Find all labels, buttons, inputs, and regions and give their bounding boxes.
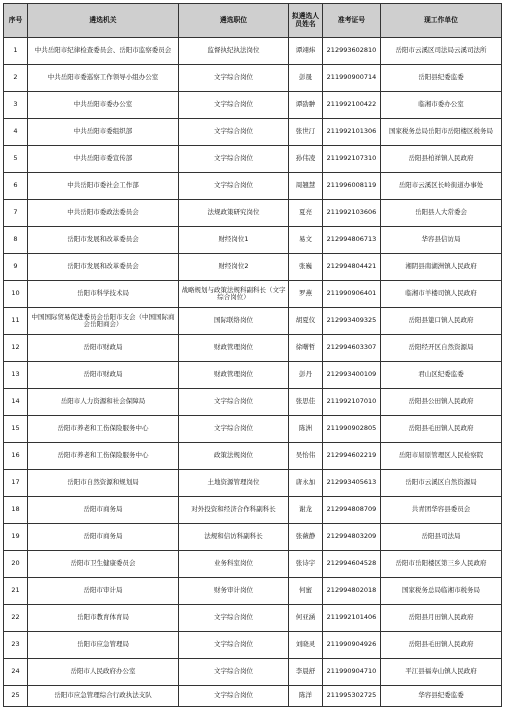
cell-exam-id: 211992101306 (323, 119, 381, 146)
table-row (4, 578, 502, 605)
cell-name: 唐永加 (289, 470, 323, 497)
cell-exam-id: 212994602219 (323, 443, 381, 470)
cell-no: 12 (4, 335, 28, 362)
cell-org: 中共岳阳市委巡察工作领导小组办公室 (28, 65, 179, 92)
cell-exam-id: 212994804421 (323, 254, 381, 281)
cell-current-unit: 岳阳县司法局 (381, 524, 502, 551)
cell-position: 文字综合岗位 (179, 632, 289, 659)
cell-no: 2 (4, 65, 28, 92)
cell-no: 18 (4, 497, 28, 524)
table-row (4, 38, 502, 65)
table-row (4, 443, 502, 470)
cell-position: 文字综合岗位 (179, 686, 289, 707)
cell-exam-id: 211995302725 (323, 686, 381, 707)
table-row (4, 173, 502, 200)
cell-no: 10 (4, 281, 28, 308)
cell-position: 监督执纪执法岗位 (179, 38, 289, 65)
cell-no: 23 (4, 632, 28, 659)
cell-current-unit: 国家税务总局岳阳市岳阳楼区税务局 (381, 119, 502, 146)
table-row (4, 632, 502, 659)
cell-no: 8 (4, 227, 28, 254)
cell-current-unit: 湘阴县南湖洲镇人民政府 (381, 254, 502, 281)
cell-org: 岳阳市自然资源和规划局 (28, 470, 179, 497)
cell-current-unit: 临湘市羊楼司镇人民政府 (381, 281, 502, 308)
cell-org: 岳阳市卫生健康委员会 (28, 551, 179, 578)
header-current-unit: 现工作单位 (381, 4, 502, 38)
cell-position: 法规政策研究岗位 (179, 200, 289, 227)
cell-name: 胡夏仪 (289, 308, 323, 335)
cell-no: 1 (4, 38, 28, 65)
cell-current-unit: 岳阳市云溪区长岭街道办事处 (381, 173, 502, 200)
cell-position: 财政管理岗位 (179, 335, 289, 362)
cell-exam-id: 212994802018 (323, 578, 381, 605)
cell-name: 孙伟凌 (289, 146, 323, 173)
cell-org: 岳阳市养老和工伤保险服务中心 (28, 416, 179, 443)
cell-current-unit: 君山区纪委监委 (381, 362, 502, 389)
selection-results-table (3, 3, 502, 707)
cell-name: 罗燕 (289, 281, 323, 308)
cell-name: 陈洋 (289, 686, 323, 707)
cell-position: 战略规划与政策法规科副科长（文字综合岗位） (179, 281, 289, 308)
cell-current-unit: 岳阳县柏祥镇人民政府 (381, 146, 502, 173)
cell-no: 24 (4, 659, 28, 686)
cell-name: 张薇静 (289, 524, 323, 551)
cell-exam-id: 212994803209 (323, 524, 381, 551)
cell-exam-id: 212993409325 (323, 308, 381, 335)
cell-name: 彭丹 (289, 362, 323, 389)
cell-position: 文字综合岗位 (179, 119, 289, 146)
table-row (4, 524, 502, 551)
cell-exam-id: 212994806713 (323, 227, 381, 254)
cell-no: 21 (4, 578, 28, 605)
cell-org: 中共岳阳市委社会工作部 (28, 173, 179, 200)
table-row (4, 497, 502, 524)
table-row (4, 686, 502, 707)
cell-position: 国际联络岗位 (179, 308, 289, 335)
cell-current-unit: 华容县纪委监委 (381, 686, 502, 707)
cell-name: 周翘慧 (289, 173, 323, 200)
cell-position: 文字综合岗位 (179, 416, 289, 443)
cell-exam-id: 211990906401 (323, 281, 381, 308)
cell-org: 中共岳阳市委宣传部 (28, 146, 179, 173)
cell-name: 夏亮 (289, 200, 323, 227)
header-org: 遴选机关 (28, 4, 179, 38)
cell-name: 易文 (289, 227, 323, 254)
cell-name: 彭晟 (289, 65, 323, 92)
table-row (4, 119, 502, 146)
cell-name: 李晨舒 (289, 659, 323, 686)
table-row (4, 389, 502, 416)
cell-exam-id: 212994603307 (323, 335, 381, 362)
cell-no: 13 (4, 362, 28, 389)
cell-current-unit: 岳阳市屈原管理区人民检察院 (381, 443, 502, 470)
table-row (4, 254, 502, 281)
cell-position: 财务审计岗位 (179, 578, 289, 605)
cell-position: 财经岗位2 (179, 254, 289, 281)
cell-current-unit: 岳阳县毛田镇人民政府 (381, 416, 502, 443)
cell-current-unit: 国家税务总局临湘市税务局 (381, 578, 502, 605)
cell-position: 政策法规岗位 (179, 443, 289, 470)
cell-exam-id: 212993405613 (323, 470, 381, 497)
cell-current-unit: 岳阳县纪委监委 (381, 65, 502, 92)
cell-name: 何亚涵 (289, 605, 323, 632)
cell-org: 岳阳市人民政府办公室 (28, 659, 179, 686)
cell-current-unit: 平江县福寿山镇人民政府 (381, 659, 502, 686)
cell-no: 25 (4, 686, 28, 707)
cell-exam-id: 211992100422 (323, 92, 381, 119)
table-row (4, 470, 502, 497)
cell-no: 5 (4, 146, 28, 173)
table-row (4, 308, 502, 335)
header-no: 序号 (4, 4, 28, 38)
cell-no: 22 (4, 605, 28, 632)
table-row (4, 281, 502, 308)
cell-position: 文字综合岗位 (179, 173, 289, 200)
cell-org: 岳阳市发展和改革委员会 (28, 227, 179, 254)
cell-org: 中共岳阳市纪律检查委员会、岳阳市监察委员会 (28, 38, 179, 65)
cell-exam-id: 212994808709 (323, 497, 381, 524)
table-row (4, 65, 502, 92)
cell-name: 徐曙哲 (289, 335, 323, 362)
table-row (4, 416, 502, 443)
cell-org: 岳阳市商务局 (28, 524, 179, 551)
header-exam-id: 准考证号 (323, 4, 381, 38)
cell-org: 中共岳阳市委组织部 (28, 119, 179, 146)
cell-position: 文字综合岗位 (179, 659, 289, 686)
header-name: 拟遴选人员姓名 (289, 4, 323, 38)
cell-no: 6 (4, 173, 28, 200)
cell-name: 刘晓灵 (289, 632, 323, 659)
cell-no: 11 (4, 308, 28, 335)
cell-current-unit: 华容县信访局 (381, 227, 502, 254)
table-row (4, 605, 502, 632)
cell-current-unit: 共青团华容县委员会 (381, 497, 502, 524)
table-row (4, 335, 502, 362)
cell-exam-id: 211992107010 (323, 389, 381, 416)
cell-org: 岳阳市审计局 (28, 578, 179, 605)
cell-position: 文字综合岗位 (179, 146, 289, 173)
cell-current-unit: 岳阳市云溪区司法局云溪司法所 (381, 38, 502, 65)
cell-org: 中共岳阳市委办公室 (28, 92, 179, 119)
cell-exam-id: 212993400109 (323, 362, 381, 389)
cell-position: 法规和信访科副科长 (179, 524, 289, 551)
table-row (4, 200, 502, 227)
cell-org: 岳阳市发展和改革委员会 (28, 254, 179, 281)
cell-no: 4 (4, 119, 28, 146)
cell-exam-id: 211996008119 (323, 173, 381, 200)
cell-name: 陈洲 (289, 416, 323, 443)
cell-name: 谭翊炜 (289, 38, 323, 65)
cell-no: 19 (4, 524, 28, 551)
cell-exam-id: 211992107310 (323, 146, 381, 173)
cell-position: 财政管理岗位 (179, 362, 289, 389)
cell-org: 岳阳市财政局 (28, 362, 179, 389)
cell-name: 张巍 (289, 254, 323, 281)
cell-position: 土地资源管理岗位 (179, 470, 289, 497)
header-position: 遴选职位 (179, 4, 289, 38)
cell-org: 岳阳市科学技术局 (28, 281, 179, 308)
cell-no: 20 (4, 551, 28, 578)
cell-position: 文字综合岗位 (179, 92, 289, 119)
cell-current-unit: 岳阳县毛田镇人民政府 (381, 632, 502, 659)
cell-exam-id: 211990900714 (323, 65, 381, 92)
table-row (4, 92, 502, 119)
cell-current-unit: 岳阳市云溪区自然资源局 (381, 470, 502, 497)
cell-name: 谭劭翀 (289, 92, 323, 119)
cell-no: 7 (4, 200, 28, 227)
cell-current-unit: 临湘市委办公室 (381, 92, 502, 119)
cell-org: 中国国际贸易促进委员会岳阳市支会（中国国际商会岳阳商会） (28, 308, 179, 335)
cell-position: 业务科室岗位 (179, 551, 289, 578)
cell-position: 财经岗位1 (179, 227, 289, 254)
cell-org: 岳阳市人力资源和社会保障局 (28, 389, 179, 416)
table-row (4, 551, 502, 578)
cell-name: 张思佳 (289, 389, 323, 416)
cell-org: 岳阳市应急管理局 (28, 632, 179, 659)
cell-current-unit: 岳阳县公田镇人民政府 (381, 389, 502, 416)
cell-exam-id: 211990902805 (323, 416, 381, 443)
cell-no: 14 (4, 389, 28, 416)
cell-exam-id: 212993602810 (323, 38, 381, 65)
cell-name: 谢龙 (289, 497, 323, 524)
cell-current-unit: 岳阳县筻口镇人民政府 (381, 308, 502, 335)
cell-org: 岳阳市教育体育局 (28, 605, 179, 632)
cell-exam-id: 211990904926 (323, 632, 381, 659)
cell-exam-id: 211990904710 (323, 659, 381, 686)
cell-org: 岳阳市养老和工伤保险服务中心 (28, 443, 179, 470)
cell-org: 岳阳市应急管理综合行政执法支队 (28, 686, 179, 707)
cell-exam-id: 212994604528 (323, 551, 381, 578)
table-row (4, 362, 502, 389)
cell-org: 岳阳市商务局 (28, 497, 179, 524)
cell-exam-id: 211992103606 (323, 200, 381, 227)
cell-current-unit: 岳阳市岳阳楼区第三乡人民政府 (381, 551, 502, 578)
cell-exam-id: 211992101406 (323, 605, 381, 632)
cell-current-unit: 岳阳县人大常委会 (381, 200, 502, 227)
cell-position: 文字综合岗位 (179, 65, 289, 92)
cell-org: 中共岳阳市委政法委员会 (28, 200, 179, 227)
cell-position: 文字综合岗位 (179, 389, 289, 416)
cell-name: 吴怡伟 (289, 443, 323, 470)
cell-no: 9 (4, 254, 28, 281)
cell-position: 对外投资和经济合作科副科长 (179, 497, 289, 524)
cell-org: 岳阳市财政局 (28, 335, 179, 362)
table-row (4, 659, 502, 686)
header-row (4, 4, 502, 38)
table-row (4, 227, 502, 254)
cell-no: 17 (4, 470, 28, 497)
cell-name: 张世汀 (289, 119, 323, 146)
table-row (4, 146, 502, 173)
cell-name: 张诗宇 (289, 551, 323, 578)
cell-no: 15 (4, 416, 28, 443)
cell-no: 3 (4, 92, 28, 119)
cell-current-unit: 岳阳经开区自然资源局 (381, 335, 502, 362)
cell-name: 何蜜 (289, 578, 323, 605)
cell-current-unit: 岳阳县月田镇人民政府 (381, 605, 502, 632)
cell-no: 16 (4, 443, 28, 470)
cell-position: 文字综合岗位 (179, 605, 289, 632)
